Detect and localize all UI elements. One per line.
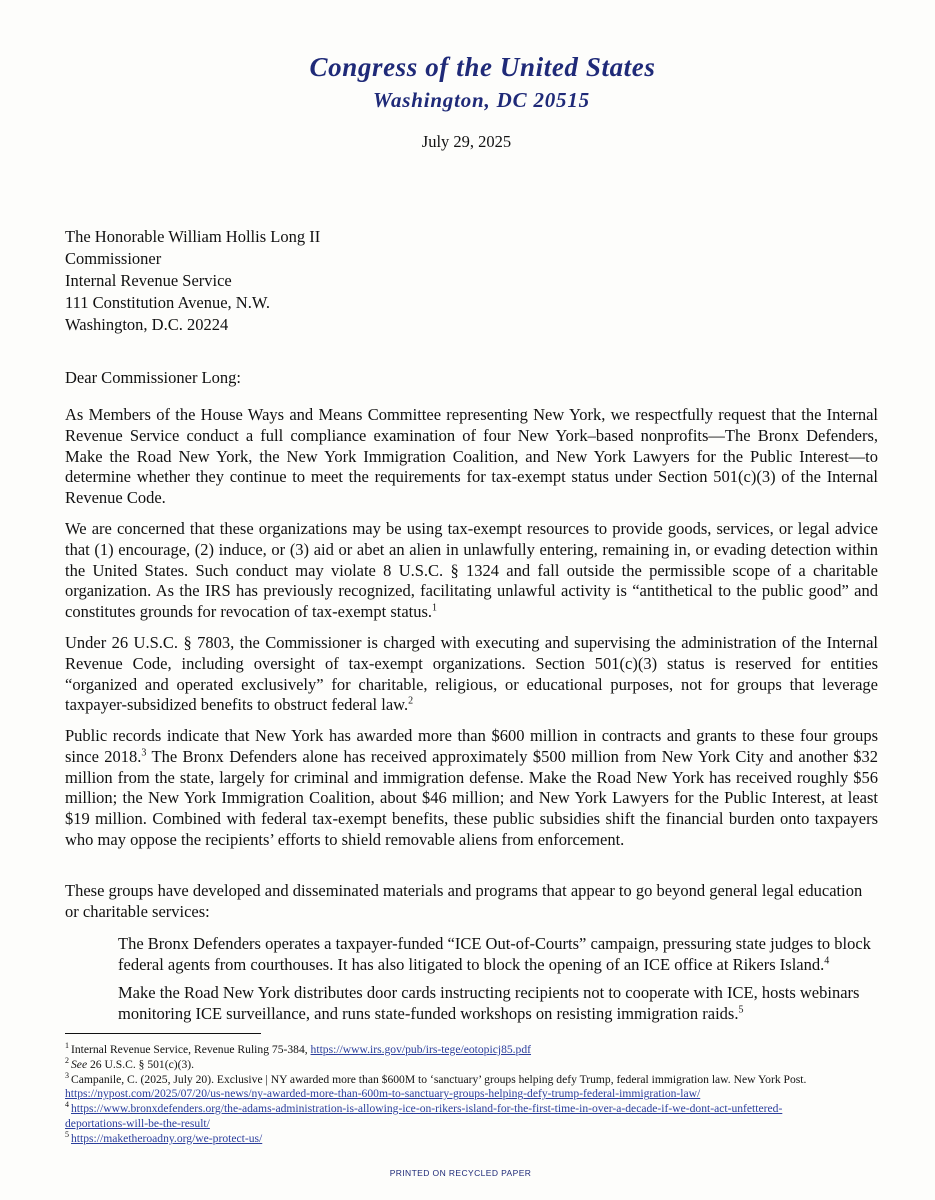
paragraph-concern [65,519,878,623]
footnote-number: 1 [65,1041,69,1051]
footnote-2 [65,1055,885,1073]
footnote-ref[interactable]: 3 [141,747,147,759]
footnote-divider [65,1033,261,1034]
indented-item-bronx-defenders [118,934,878,976]
paragraph-text: We are concerned that these organizations may be using tax-exempt resources to provide goods, services, or legal advice that (1) encourage, (2) induce, or (3) aid or abet an alien in unlawfully entering, remaining in, or evading detection within the United States. Such conduct may violate 8 U.S.C. § 1324 and fall outside the permissible scope of a charitable organization. As the IRS has previously recognized, facilitating unlawful activity is “antithetical to the public good” and constitutes grounds for revocation of tax-exempt status. [65,519,878,622]
paragraph-text: As Members of the House Ways and Means Committee representing New York, we respectfully request that the Internal Revenue Service conduct a full compliance examination of four New York–based nonprofits—The Bronx Defenders, Make the Road New York, the New York Immigration Coalition, and New York Lawyers for the Public Interest—to determine whether they continue to meet the requirements for tax-exempt status under Section 501(c)(3) of the Internal Revenue Code. [65,405,878,508]
paragraph-request [65,405,878,509]
footnote-ref[interactable]: 4 [824,955,830,967]
footnote-number: 3 [65,1070,69,1080]
salutation: Dear Commissioner Long: [65,368,241,387]
footnote-ref[interactable]: 2 [408,695,414,707]
footnote-text: Internal Revenue Service, Revenue Ruling 75-384, [71,1043,311,1056]
footnote-ref[interactable]: 5 [738,1004,744,1016]
recycled-paper-notice: PRINTED ON RECYCLED PAPER [389,1168,532,1178]
paragraph-text: The Bronx Defenders operates a taxpayer-funded “ICE Out-of-Courts” campaign, pressuring state judges to block federal agents from courthouses. It has also litigated to block the opening of an ICE office at Rikers Island. [118,934,871,974]
recipient-city: Washington, D.C. 20224 [65,315,229,334]
footnote-3 [65,1070,885,1088]
footnote-1 [65,1043,885,1058]
paragraph-text: Public records indicate that New York has awarded more than $600 million in contracts and grants to these four groups since 2018. [65,726,878,766]
recipient-name: The Honorable William Hollis Long II [65,227,321,246]
indented-item-make-the-road [118,983,878,1025]
footnote-3-link-line [65,1087,885,1102]
recipient-title: Commissioner [65,249,162,268]
paragraph-authority [65,633,878,716]
letter-date: July 29, 2025 [421,132,512,151]
footnote-link[interactable]: https://www.irs.gov/pub/irs-tege/eotopicj85.pdf [310,1043,532,1056]
footnote-link[interactable]: https://www.bronxdefenders.org/the-adams-administration-is-allowing-ice-on-rikers-island-for-the-first-time-in-over-a-decade-if-we-dont-act-unfettered- [71,1102,783,1116]
footnotes [65,1043,885,1147]
letterhead-city: Washington, DC 20515 [373,88,590,112]
footnote-link[interactable]: https://maketheroadny.org/we-protect-us/ [71,1131,263,1145]
footnote-number: 2 [65,1055,69,1065]
footnote-4 [65,1102,885,1117]
footnote-link[interactable]: https://nypost.com/2025/07/20/us-news/ny-awarded-more-than-600m-to-sanctuary-groups-helping-defy-trump-federal-immigration-law/ [65,1087,701,1101]
footnote-number: 5 [65,1129,69,1139]
footnote-link-continued[interactable]: deportations-will-be-the-result/ [65,1116,210,1130]
paragraph-funding [65,726,878,851]
paragraph-text: Make the Road New York distributes door cards instructing recipients not to cooperate with ICE, hosts webinars monitoring ICE surveillance, and runs state-funded workshops on resisting immigration raids. [118,983,860,1023]
footnote-ref[interactable]: 1 [432,602,438,614]
recipient-agency: Internal Revenue Service [65,271,232,290]
paragraph-text: The Bronx Defenders alone has received approximately $500 million from New York City and another $32 million from the state, largely for criminal and immigration defense. Make the Road New York has received roughly $56 million; the New York Immigration Coalition, about $46 million; and New York Lawyers for the Public Interest, at least $19 million. Combined with federal tax-exempt benefits, these public subsidies shift the financial burden onto taxpayers who may oppose the recipients’ efforts to shield removable aliens from enforcement. [65,746,878,849]
recipient-address [65,226,320,336]
paragraph-text: These groups have developed and disseminated materials and programs that appear to go beyond general legal education or charitable services: [65,881,863,921]
paragraph-text: Under 26 U.S.C. § 7803, the Commissioner is charged with executing and supervising the administration of the Internal Revenue Code, including oversight of tax-exempt organizations. Section 501(c)(3) status is reserved for entities “organized and operated exclusively” for charitable, religious, or educational purposes, not for groups that leverage taxpayer-subsidized benefits to obstruct federal law. [65,633,878,715]
footnote-text: Campanile, C. (2025, July 20). Exclusive | NY awarded more than $600M to ‘sanctuary’ groups helping defy Trump, federal immigration law. New York Post. [71,1072,807,1086]
footnote-text: 26 U.S.C. § 501(c)(3). [87,1057,195,1071]
recipient-street: 111 Constitution Avenue, N.W. [65,293,271,312]
footnote-5 [65,1129,885,1147]
footnote-number: 4 [65,1100,69,1110]
footnote-signal: See [71,1057,88,1071]
footnote-4-link-line [65,1117,885,1132]
letterhead-title: Congress of the United States [309,52,656,82]
paragraph-materials [65,881,878,923]
